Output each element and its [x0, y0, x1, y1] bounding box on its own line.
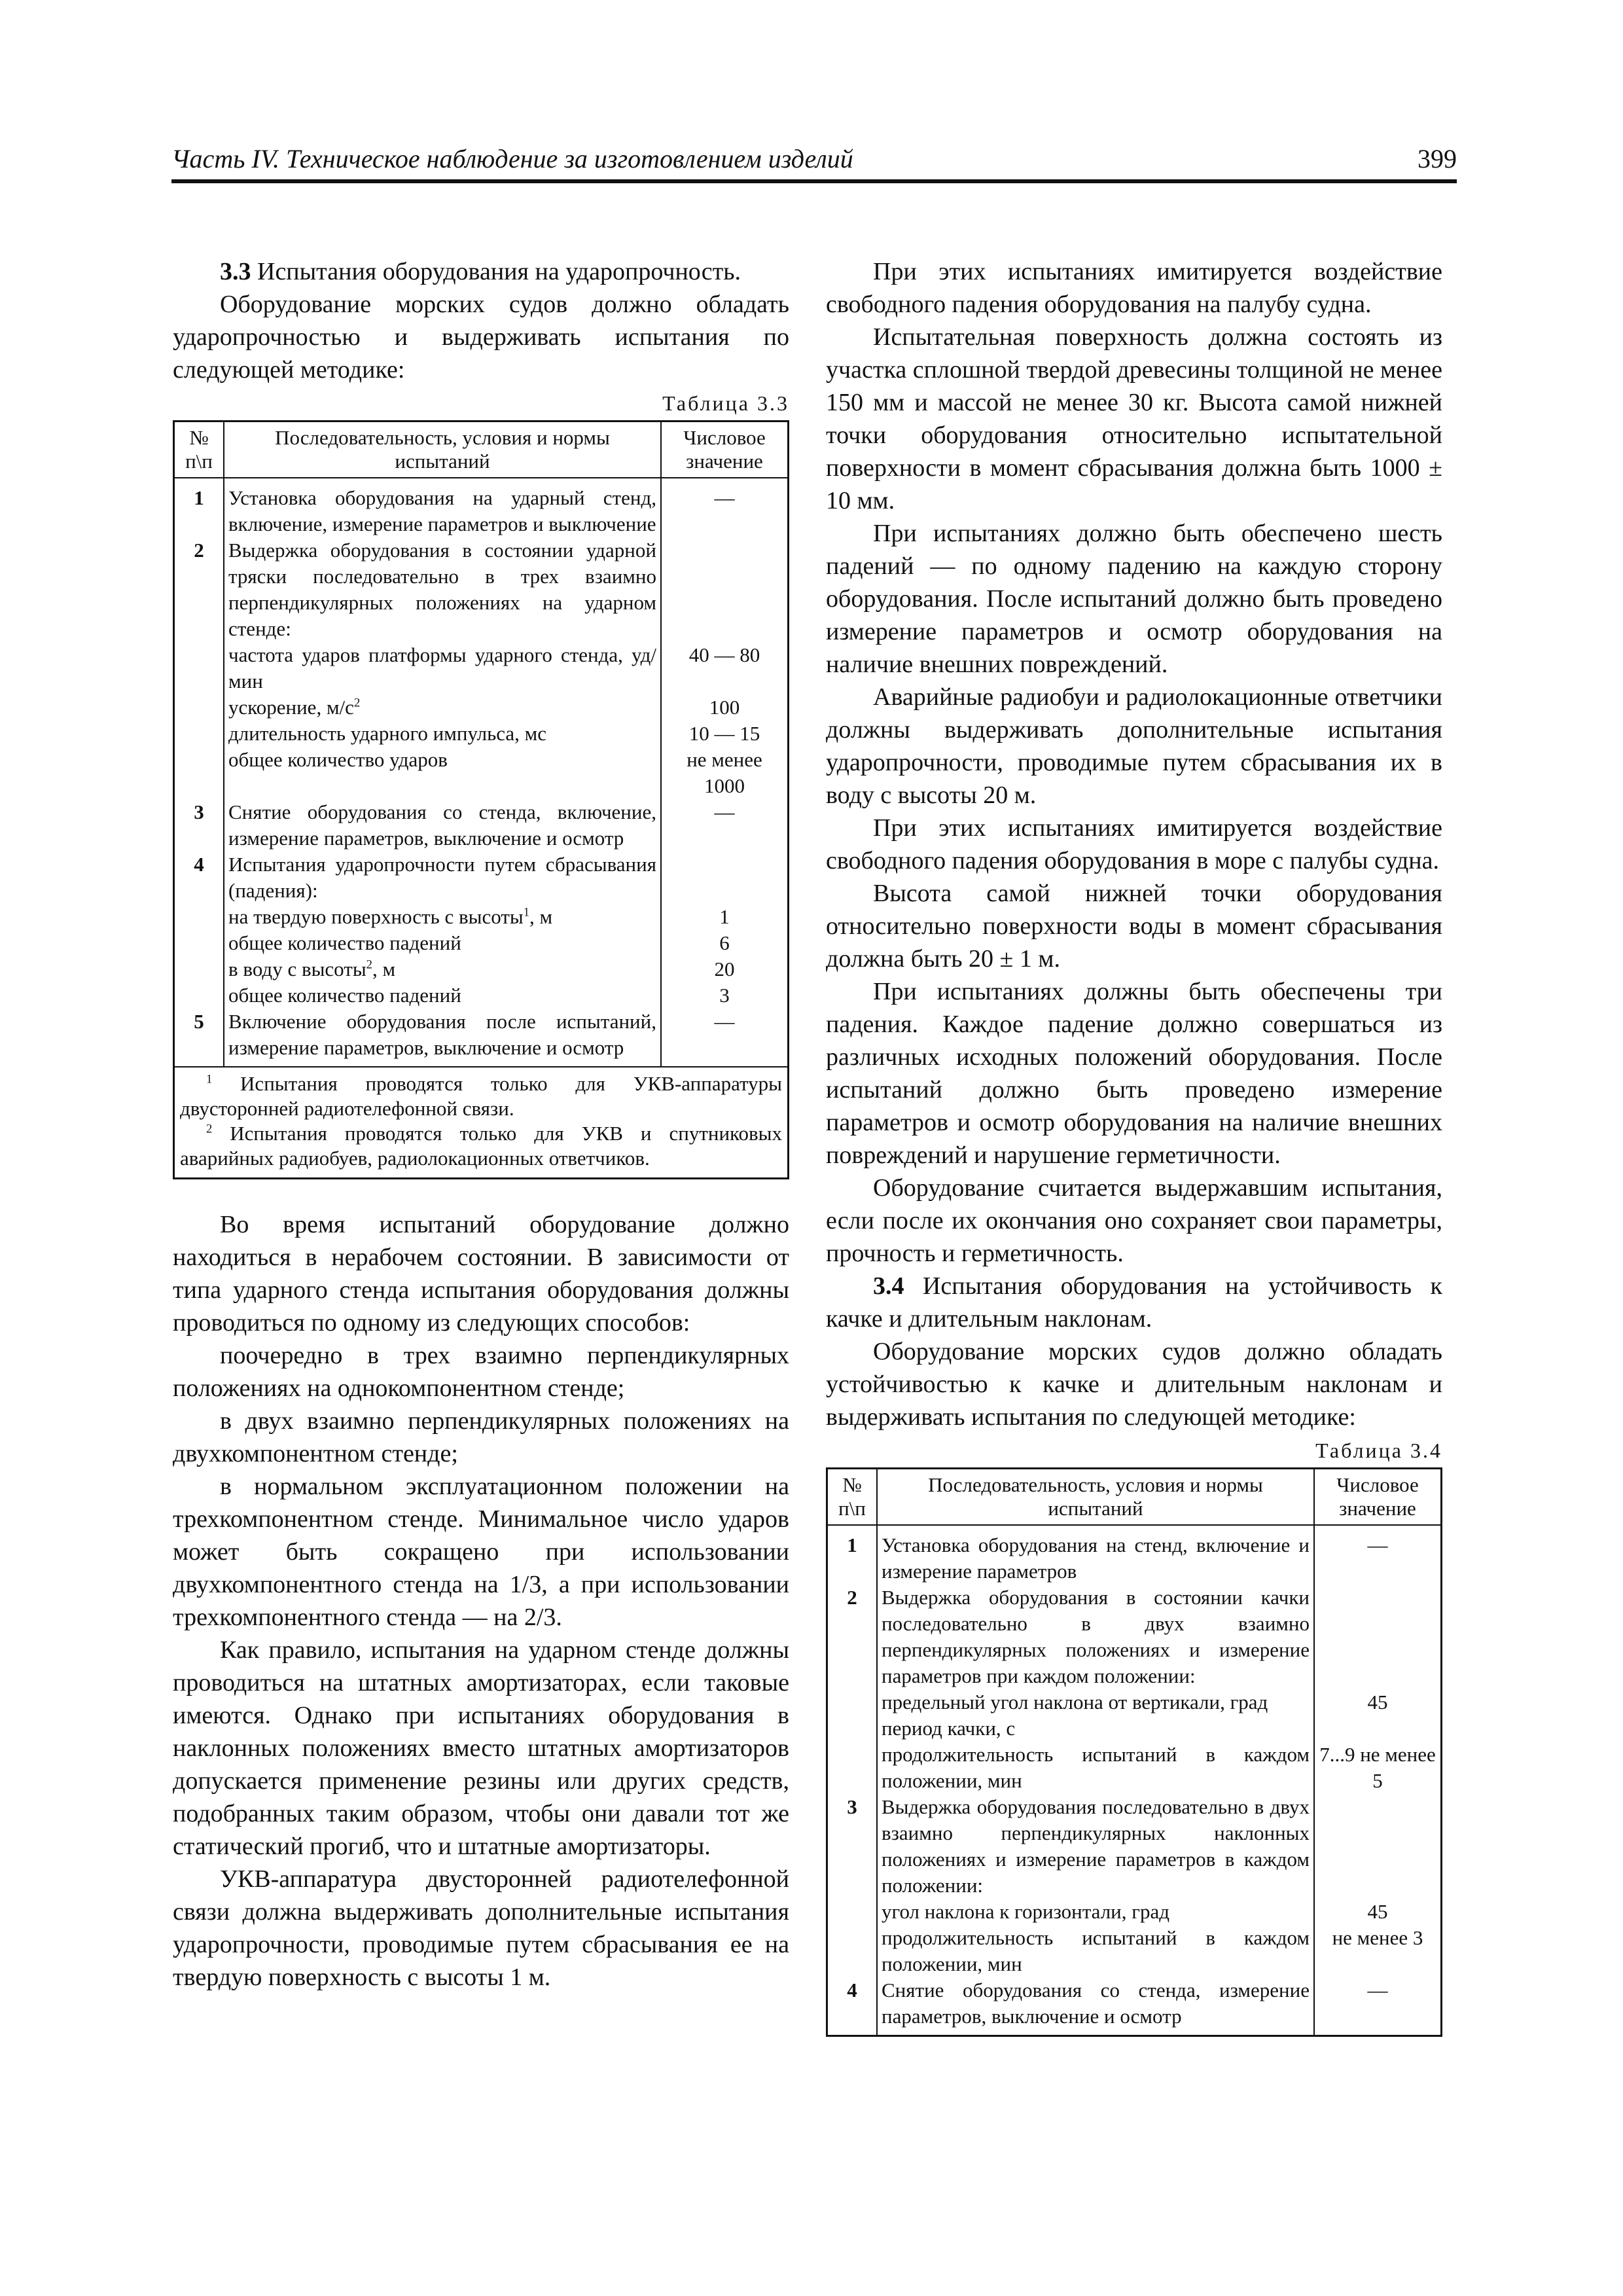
- header-num: № п\п: [174, 422, 224, 478]
- row-num: [174, 642, 224, 694]
- table-row: [174, 537, 789, 642]
- row-desc: Установка оборудования на стенд, включение и измерение параметров: [877, 1525, 1314, 1585]
- row-desc: период качки, с: [877, 1715, 1314, 1742]
- section-3-3-heading: [173, 255, 789, 288]
- row-desc: угол наклона к горизонтали, град: [877, 1899, 1314, 1925]
- row-desc-unit: , м: [529, 905, 553, 928]
- row-value: —: [1314, 1525, 1442, 1585]
- paragraph: При этих испытаниях имитируется воздействие свободного падения оборудования в море с палубы судна.: [826, 814, 1442, 874]
- row-value: 45: [1314, 1689, 1442, 1715]
- row-value: 100: [661, 694, 789, 721]
- section-3-4-heading: [826, 1270, 1442, 1335]
- row-desc: Снятие оборудования со стенда, включение, измерение параметров, выключение и осмотр: [224, 799, 661, 852]
- row-desc: [224, 904, 661, 930]
- paragraph: При этих испытаниях имитируется воздействие свободного падения оборудования на палубу судна.: [826, 258, 1442, 318]
- row-value: [661, 537, 789, 642]
- row-desc: Испытания ударопрочности путем сбрасывания (падения):: [224, 852, 661, 904]
- row-value: не менее 3: [1314, 1925, 1442, 1977]
- row-num: 1: [174, 478, 224, 537]
- section-number: 3.3: [220, 258, 251, 285]
- row-num: 3: [827, 1794, 878, 1899]
- row-num: [174, 721, 224, 747]
- paragraph: в двух взаимно перпендикулярных положениях на двухкомпонентном стенде;: [173, 1407, 789, 1467]
- row-value: 20: [661, 956, 789, 982]
- running-title: Часть IV. Техническое наблюдение за изготовлением изделий: [171, 144, 853, 173]
- row-desc-unit: , м: [372, 958, 396, 980]
- row-num: 2: [827, 1585, 878, 1689]
- row-value: —: [1314, 1977, 1442, 2036]
- row-num: [827, 1925, 878, 1977]
- row-desc: частота ударов платформы ударного стенда, уд/мин: [224, 642, 661, 694]
- row-desc: продолжительность испытаний в каждом положении, мин: [877, 1742, 1314, 1794]
- table-row: [174, 982, 789, 1009]
- table-row: [827, 1585, 1442, 1689]
- section-title: Испытания оборудования на устойчивость к качке и длительным наклонам.: [826, 1272, 1442, 1333]
- table-row: [174, 852, 789, 904]
- table-3-3: [173, 420, 789, 1179]
- table-row: [174, 904, 789, 930]
- table-row: [174, 956, 789, 982]
- superscript: 1: [523, 905, 529, 920]
- running-header: [171, 137, 1457, 183]
- paragraph: Оборудование морских судов должно обладать ударопрочностью и выдерживать испытания по следующей методике:: [173, 291, 789, 384]
- table-row: [827, 1977, 1442, 2036]
- paragraph: Во время испытаний оборудование должно находиться в нерабочем состоянии. В зависимости от типа ударного стенда испытания оборудования должны проводиться по одному из следующих способов:: [173, 1211, 789, 1336]
- row-desc: [224, 956, 661, 982]
- table-notes-row: [174, 1067, 789, 1179]
- row-desc: Выдержка оборудования последовательно в двух взаимно перпендикулярных наклонных положениях и измерение параметров в каждом положении:: [877, 1794, 1314, 1899]
- row-desc: общее количество падений: [224, 982, 661, 1009]
- row-num: 5: [174, 1009, 224, 1067]
- row-value: [1314, 1794, 1442, 1899]
- table-row: [174, 642, 789, 694]
- row-num: [174, 904, 224, 930]
- table-row: [827, 1925, 1442, 1977]
- table-row: [827, 1715, 1442, 1742]
- paragraph: Оборудование морских судов должно обладать устойчивостью к качке и длительным наклонам и выдерживать испытания по следующей методике:: [826, 1338, 1442, 1431]
- table-3-4: [826, 1467, 1442, 2037]
- table-row: [827, 1742, 1442, 1794]
- row-value: —: [661, 478, 789, 537]
- table-row: [174, 799, 789, 852]
- table-row: [174, 721, 789, 747]
- right-column: [826, 255, 1442, 2037]
- row-value: 3: [661, 982, 789, 1009]
- row-desc-text: в воду с высоты: [228, 958, 366, 980]
- row-value: [1314, 1715, 1442, 1742]
- paragraph: При испытаниях должны быть обеспечены три падения. Каждое падение должно совершаться из различных исходных положений оборудования. После испытаний должно быть проведено измерение параметров и осмотр оборудования на наличие внешних повреждений и нарушение герметичности.: [826, 978, 1442, 1169]
- paragraph: Аварийные радиобуи и радиолокационные ответчики должны выдерживать дополнительные испытания ударопрочности, проводимые путем сбрасывания их в воду с высоты 20 м.: [826, 683, 1442, 809]
- row-desc: продолжительность испытаний в каждом положении, мин: [877, 1925, 1314, 1977]
- table-row: [174, 694, 789, 721]
- table-row: [827, 1525, 1442, 1585]
- row-value: не менее 1000: [661, 747, 789, 799]
- left-column: [173, 255, 789, 1994]
- row-value: 10 — 15: [661, 721, 789, 747]
- table-caption: Таблица 3.3: [662, 391, 789, 415]
- table-header-row: [174, 422, 789, 478]
- row-value: —: [661, 799, 789, 852]
- row-num: [827, 1899, 878, 1925]
- row-num: [174, 694, 224, 721]
- paragraph: При испытаниях должно быть обеспечено шесть падений — по одному падению на каждую сторону оборудования. После испытаний должно быть проведено измерение параметров и осмотр оборудования на наличие внешних повреждений.: [826, 520, 1442, 678]
- row-desc-text: на твердую поверхность с высоты: [228, 905, 524, 928]
- table-caption: Таблица 3.4: [1315, 1439, 1442, 1462]
- footnote-mark: 2: [206, 1122, 213, 1136]
- footnote-mark: 1: [206, 1072, 213, 1086]
- footnote-2: [180, 1121, 782, 1171]
- row-num: [827, 1715, 878, 1742]
- row-num: 2: [174, 537, 224, 642]
- table-row: [174, 1009, 789, 1067]
- footnote-text: Испытания проводятся только для УКВ и спутниковых аварийных радиобуев, радиолокационных ответчиков.: [180, 1122, 782, 1170]
- row-value: 40 — 80: [661, 642, 789, 694]
- paragraph: Оборудование считается выдержавшим испытания, если после их окончания оно сохраняет свои параметры, прочность и герметичность.: [826, 1174, 1442, 1267]
- row-num: [174, 747, 224, 799]
- row-num: 4: [827, 1977, 878, 2036]
- row-num: [827, 1742, 878, 1794]
- row-num: [174, 956, 224, 982]
- table-header-row: [827, 1469, 1442, 1526]
- row-value: 6: [661, 930, 789, 956]
- row-num: [174, 930, 224, 956]
- footnote-1: [180, 1071, 782, 1121]
- row-value: 45: [1314, 1899, 1442, 1925]
- row-num: [174, 982, 224, 1009]
- table-row: [827, 1689, 1442, 1715]
- row-desc: Выдержка оборудования в состоянии ударной тряски последовательно в трех взаимно перпендикулярных положениях на ударном стенде:: [224, 537, 661, 642]
- row-desc-text: ускорение, м/с: [228, 696, 354, 719]
- row-num: [827, 1689, 878, 1715]
- footnote-text: Испытания проводятся только для УКВ-аппаратуры двусторонней радиотелефонной связи.: [180, 1072, 782, 1120]
- row-desc: Установка оборудования на ударный стенд, включение, измерение параметров и выключение: [224, 478, 661, 537]
- table-row: [174, 930, 789, 956]
- superscript: 2: [353, 696, 361, 710]
- section-title: Испытания оборудования на ударопрочность.: [251, 258, 741, 285]
- row-desc: предельный угол наклона от вертикали, град: [877, 1689, 1314, 1715]
- table-notes: [174, 1067, 789, 1179]
- header-desc: Последовательность, условия и нормы испытаний: [877, 1469, 1314, 1526]
- row-desc: общее количество падений: [224, 930, 661, 956]
- row-desc: Снятие оборудования со стенда, измерение параметров, выключение и осмотр: [877, 1977, 1314, 2036]
- header-value: Числовое значение: [1314, 1469, 1442, 1526]
- row-num: 3: [174, 799, 224, 852]
- row-value: [1314, 1585, 1442, 1689]
- row-value: 1: [661, 904, 789, 930]
- paragraph: поочередно в трех взаимно перпендикулярных положениях на однокомпонентном стенде;: [173, 1342, 789, 1402]
- table-row: [174, 478, 789, 537]
- table-row: [174, 747, 789, 799]
- header-num: № п\п: [827, 1469, 878, 1526]
- page-number: 399: [1418, 144, 1457, 173]
- table-row: [827, 1899, 1442, 1925]
- row-desc: Включение оборудования после испытаний, измерение параметров, выключение и осмотр: [224, 1009, 661, 1067]
- paragraph: УКВ-аппаратура двусторонней радиотелефонной связи должна выдерживать дополнительные испытания ударопрочности, проводимые путем сбрасывания ее на твердую поверхность с высоты 1 м.: [173, 1865, 789, 1991]
- header-value: Числовое значение: [661, 422, 789, 478]
- row-value: 7...9 не менее 5: [1314, 1742, 1442, 1794]
- row-num: 1: [827, 1525, 878, 1585]
- paragraph: в нормальном эксплуатационном положении на трехкомпонентном стенде. Минимальное число ударов может быть сокращено при использовании двухкомпонентного стенда на 1/3, а при использовании трехкомпонентного стенда — на 2/3.: [173, 1473, 789, 1631]
- paragraph: Высота самой нижней точки оборудования относительно поверхности воды в момент сбрасывания должна быть 20 ± 1 м.: [826, 880, 1442, 973]
- row-desc: [224, 694, 661, 721]
- row-value: —: [661, 1009, 789, 1067]
- table-row: [827, 1794, 1442, 1899]
- row-value: [661, 852, 789, 904]
- section-number: 3.4: [873, 1272, 904, 1300]
- row-desc: общее количество ударов: [224, 747, 661, 799]
- header-desc: Последовательность, условия и нормы испытаний: [224, 422, 661, 478]
- superscript: 2: [366, 958, 372, 972]
- row-desc: длительность ударного импульса, мс: [224, 721, 661, 747]
- row-num: 4: [174, 852, 224, 904]
- row-desc: Выдержка оборудования в состоянии качки последовательно в двух взаимно перпендикулярных положениях и измерение параметров при каждом положении:: [877, 1585, 1314, 1689]
- paragraph: Как правило, испытания на ударном стенде должны проводиться на штатных амортизаторах, если таковые имеются. Однако при испытаниях оборудования в наклонных положениях вместо штатных амортизаторов допускается применение резины или других средств, подобранных таким образом, чтобы они давали тот же статический прогиб, что и штатные амортизаторы.: [173, 1636, 789, 1860]
- paragraph: Испытательная поверхность должна состоять из участка сплошной твердой древесины толщиной не менее 150 мм и массой не менее 30 кг. Высота самой нижней точки оборудования относительно испытательной поверхности в момент сбрасывания должна быть 1000 ± 10 мм.: [826, 323, 1442, 514]
